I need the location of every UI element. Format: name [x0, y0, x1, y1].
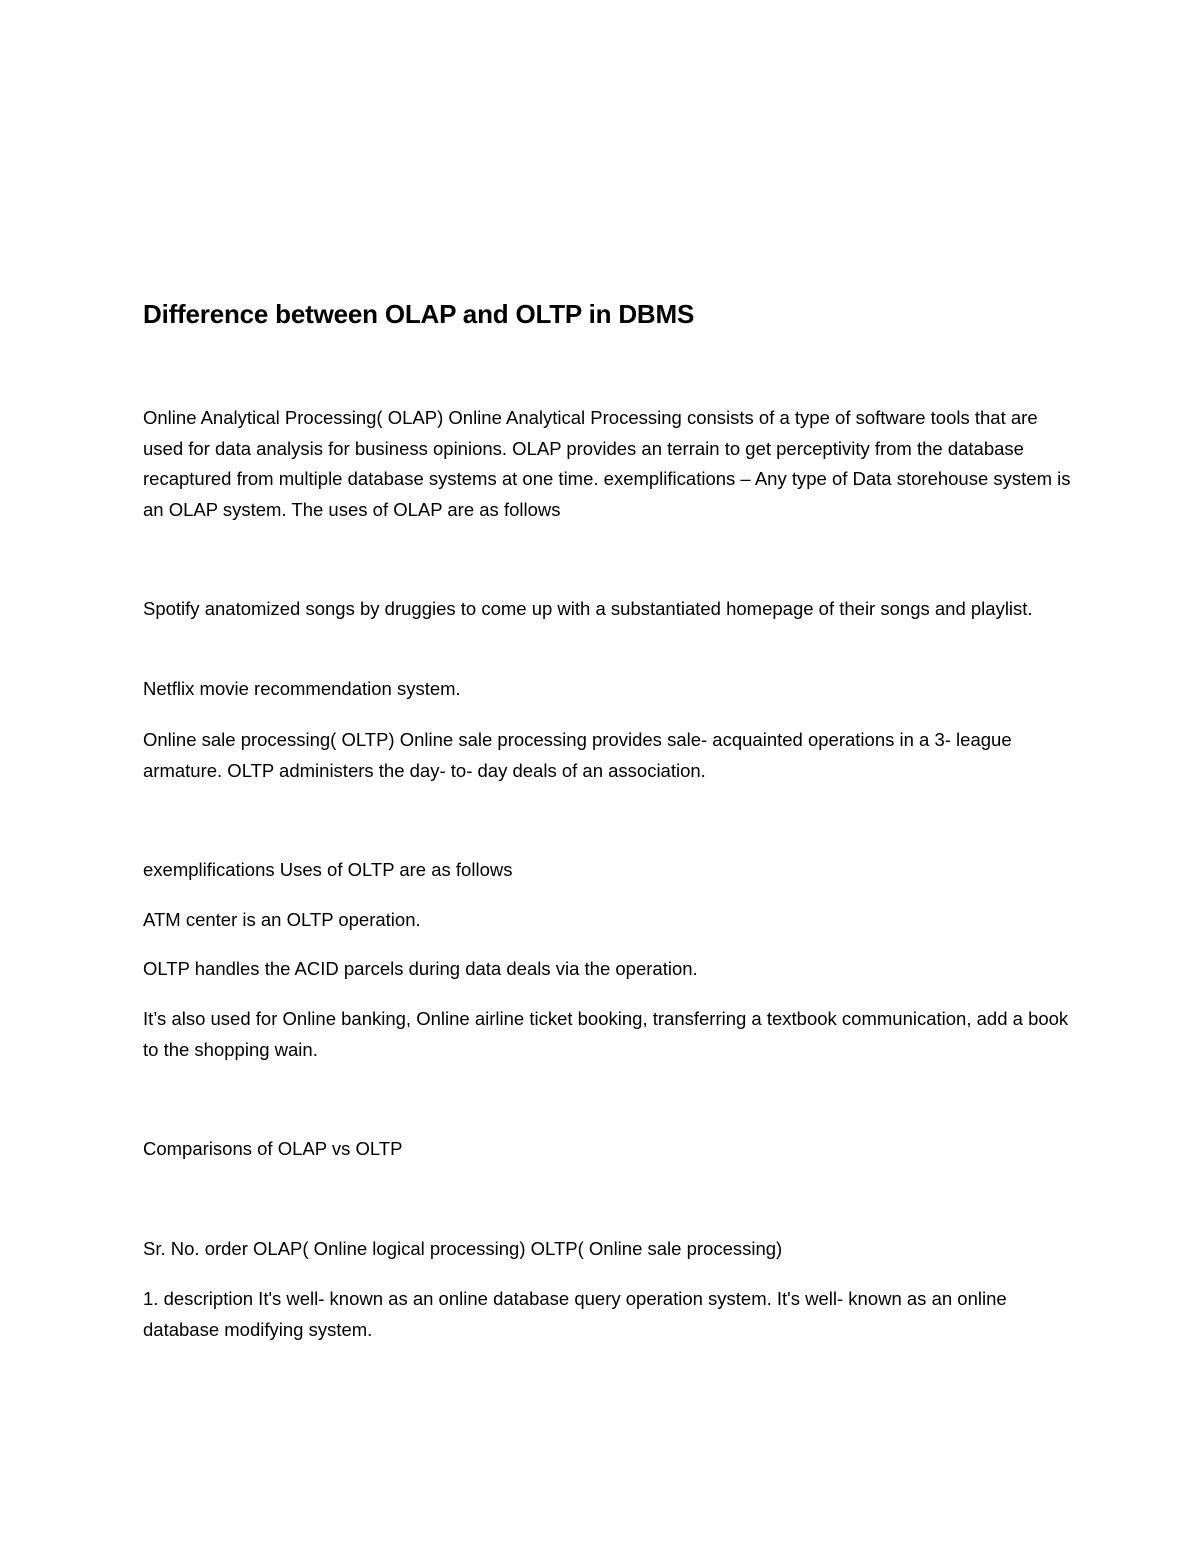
document-title: Difference between OLAP and OLTP in DBMS	[143, 299, 695, 329]
comparison-table-header-row: Sr. No. order OLAP( Online logical processing) OLTP( Online sale processing)	[143, 1238, 783, 1259]
atm-example-paragraph: ATM center is an OLTP operation.	[143, 909, 421, 930]
olap-definition-paragraph: Online Analytical Processing( OLAP) Online Analytical Processing consists of a type of software tools that are used for data analysis for business opinions. OLAP provides an terrain to get perceptivity from the database recaptured from multiple database systems at one time. exemplifications – Any type of Data storehouse system is an OLAP system. The uses of OLAP are as follows	[143, 407, 1071, 520]
comparison-heading: Comparisons of OLAP vs OLTP	[143, 1138, 403, 1159]
comparison-row-1: 1. description It's well- known as an online database query operation system. It's well- known as an online database modifying system.	[143, 1288, 1007, 1340]
acid-example-paragraph: OLTP handles the ACID parcels during data deals via the operation.	[143, 958, 698, 979]
oltp-uses-heading: exemplifications Uses of OLTP are as follows	[143, 859, 513, 880]
oltp-other-uses-paragraph: It’s also used for Online banking, Online airline ticket booking, transferring a textbook communication, add a book to the shopping wain.	[143, 1008, 1069, 1060]
oltp-definition-paragraph: Online sale processing( OLTP) Online sale processing provides sale- acquainted operations in a 3- league armature. OLTP administers the day- to- day deals of an association.	[143, 729, 1012, 781]
netflix-example-paragraph: Netflix movie recommendation system.	[143, 678, 461, 699]
spotify-example-paragraph: Spotify anatomized songs by druggies to come up with a substantiated homepage of their songs and playlist.	[143, 598, 1033, 619]
